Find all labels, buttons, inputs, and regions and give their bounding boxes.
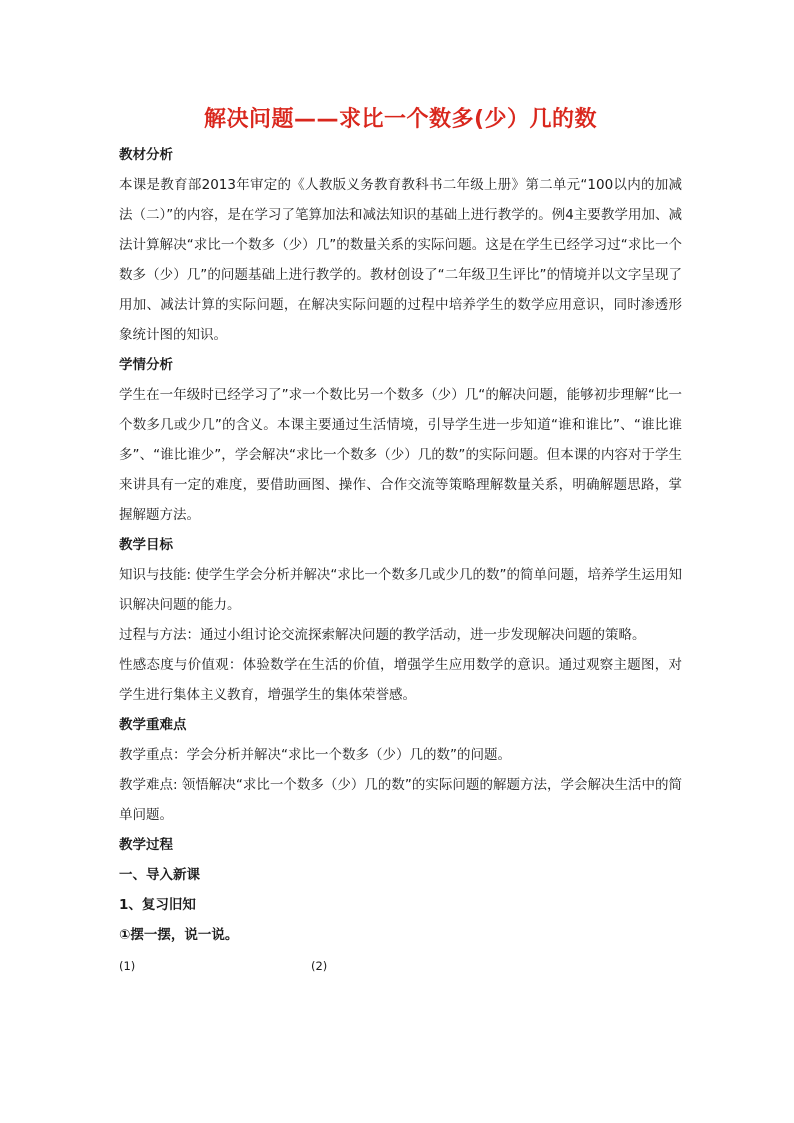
process-part-heading: 一、导入新课 <box>119 867 200 883</box>
section-heading: 教材分析 <box>119 147 173 163</box>
section-student-analysis <box>119 350 682 530</box>
process-activity-heading: ①摆一摆，说一说。 <box>119 927 239 943</box>
activity-item-2: (2) <box>311 959 328 973</box>
section-teaching-process <box>119 830 682 980</box>
paragraph: 学生在一年级时已经学习了”求一个数比另一个数多（少）几“的解决问题，能够初步理解“比一个数多几或少几”的含义。本课主要通过生活情境，引导学生进一步知道“谁和谁比”、“谁比谁多”、“谁比谁少”，学会解决“求比一个数多（少）几的数”的实际问题。但本课的内容对于学生来讲具有一定的难度，要借助画图、操作、合作交流等策略理解数量关系，明确解题思路，掌握解题方法。 <box>119 387 682 523</box>
process-step-heading: 1、复习旧知 <box>119 897 196 913</box>
document-content <box>119 102 682 980</box>
document-title: 解决问题——求比一个数多(少）几的数 <box>203 107 598 132</box>
section-key-points <box>119 710 682 830</box>
paragraph-knowledge-skills: 知识与技能: 使学生学会分析并解决“求比一个数多几或少几的数”的简单问题，培养学生运用知识解决问题的能力。 <box>119 567 682 613</box>
section-heading: 教学过程 <box>119 837 173 853</box>
activity-items <box>119 952 682 980</box>
paragraph-attitude-values: 性感态度与价值观：体验数学在生活的价值，增强学生应用数学的意识。通过观察主题图，对学生进行集体主义教育，增强学生的集体荣誉感。 <box>119 657 682 703</box>
paragraph: 本课是教育部2013年审定的《人教版义务教育教科书二年级上册》第二单元“100以内的加减法（二）”的内容，是在学习了笔算加法和减法知识的基础上进行教学的。例4主要教学用加、减法计算解决“求比一个数多（少）几”的数量关系的实际问题。这是在学生已经学习过“求比一个数多（少）几”的问题基础上进行教学的。教材创设了“二年级卫生评比”的情境并以文字呈现了用加、减法计算的实际问题，在解决实际问题的过程中培养学生的数学应用意识，同时渗透形象统计图的知识。 <box>119 177 682 343</box>
section-heading: 学情分析 <box>119 357 173 373</box>
section-heading: 教学重难点 <box>119 717 187 733</box>
section-teaching-goals <box>119 530 682 710</box>
paragraph-difficult-point: 教学难点: 领悟解决“求比一个数多（少）几的数”的实际问题的解题方法，学会解决生活中的简单问题。 <box>119 777 682 823</box>
paragraph-process-methods: 过程与方法：通过小组讨论交流探索解决问题的教学活动，进一步发现解决问题的策略。 <box>119 627 646 643</box>
section-textbook-analysis <box>119 140 682 350</box>
section-heading: 教学目标 <box>119 537 173 553</box>
activity-item-1: (1) <box>119 959 136 973</box>
paragraph-key-point: 教学重点：学会分析并解决“求比一个数多（少）几的数”的问题。 <box>119 747 511 763</box>
